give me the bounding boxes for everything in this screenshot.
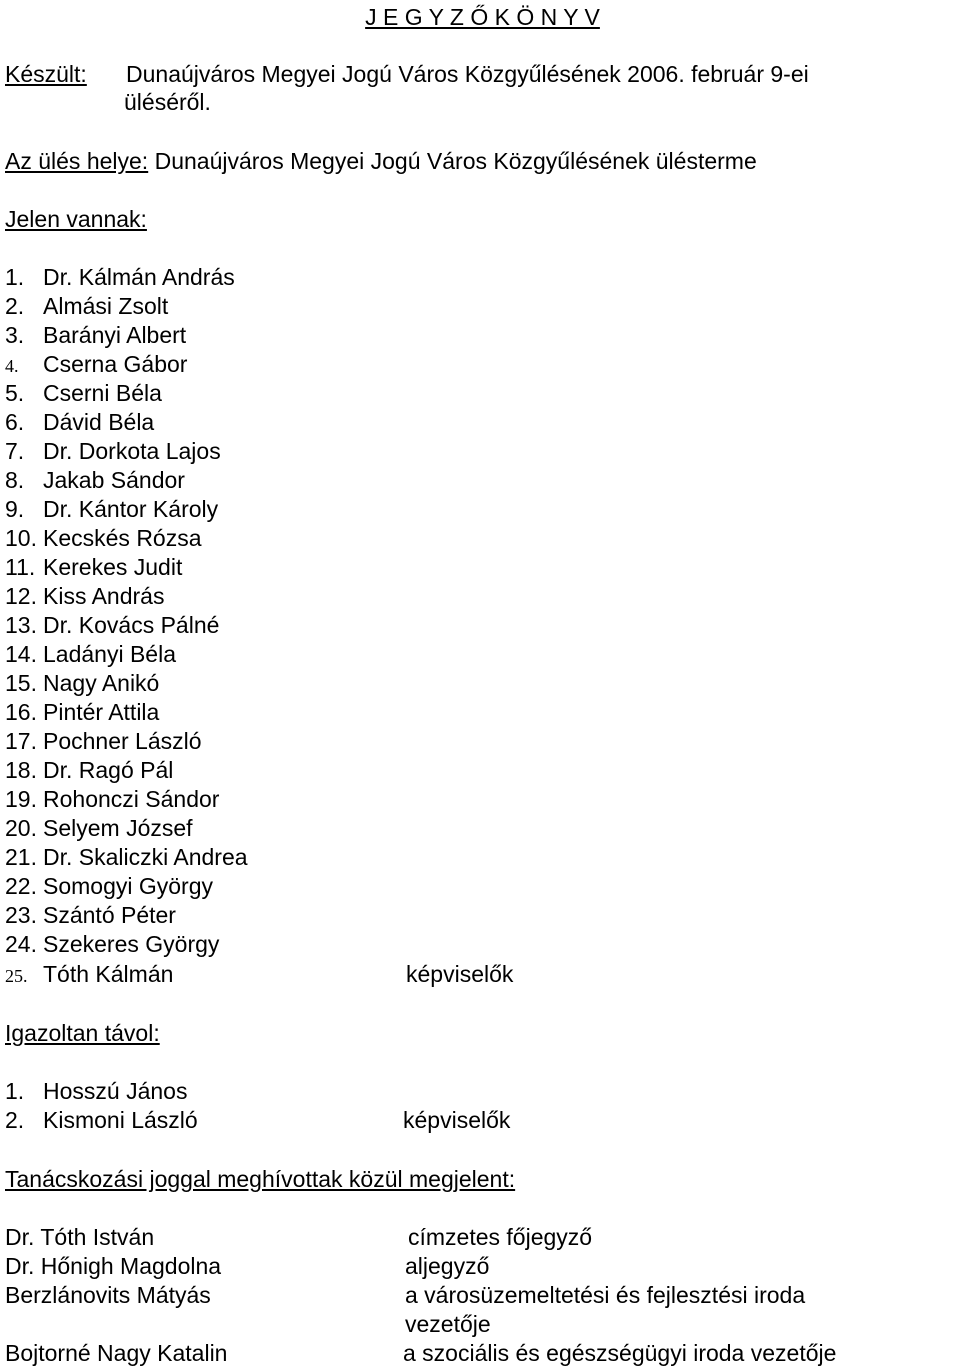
list-number: 7.	[5, 438, 25, 464]
advisory-role: a szociális és egészségügyi iroda vezetője	[403, 1340, 837, 1366]
list-item: Dr. Dorkota Lajos	[43, 438, 221, 464]
list-number: 11.	[5, 554, 36, 580]
list-item: Cserna Gábor	[43, 351, 188, 377]
place-value: Dunaújváros Megyei Jogú Város Közgyűlésének ülésterme	[148, 148, 757, 174]
list-number: 24.	[5, 931, 37, 957]
list-number: 2.	[5, 293, 25, 319]
list-item: Szekeres György	[43, 931, 220, 957]
list-item: Szántó Péter	[43, 902, 176, 928]
list-number: 19.	[5, 786, 37, 812]
list-item: Almási Zsolt	[43, 293, 169, 319]
list-number: 14.	[5, 641, 37, 667]
present-heading	[5, 205, 147, 233]
list-number: 1.	[5, 1078, 25, 1104]
list-number: 20.	[5, 815, 37, 841]
list-number: 10.	[5, 525, 37, 551]
list-number: 2.	[5, 1107, 25, 1133]
advisory-role-continued: vezetője	[405, 1311, 491, 1337]
list-number: 5.	[5, 380, 25, 406]
list-item: Kiss András	[43, 583, 165, 609]
advisory-name: Bojtorné Nagy Katalin	[5, 1340, 228, 1366]
list-item: Pintér Attila	[43, 699, 160, 725]
list-item: Dr. Kovács Pálné	[43, 612, 220, 638]
list-number: 4.	[5, 356, 19, 376]
made-label: Készült:	[5, 61, 87, 87]
advisory-role: a városüzemeltetési és fejlesztési iroda	[405, 1282, 806, 1308]
list-item: Cserni Béla	[43, 380, 162, 406]
list-item: Pochner László	[43, 728, 202, 754]
list-number: 25.	[5, 966, 28, 986]
advisory-role: címzetes főjegyző	[408, 1224, 593, 1250]
made-value-line1: Dunaújváros Megyei Jogú Város Közgyűlésének 2006. február 9-ei	[126, 61, 809, 87]
list-item: Dr. Skaliczki Andrea	[43, 844, 248, 870]
list-number: 22.	[5, 873, 37, 899]
list-number: 13.	[5, 612, 37, 638]
absent-label: Igazoltan távol:	[5, 1020, 160, 1046]
list-item: Rohonczi Sándor	[43, 786, 220, 812]
list-number: 17.	[5, 728, 37, 754]
advisory-label: Tanácskozási joggal meghívottak közül megjelent:	[5, 1166, 516, 1192]
list-item: Nagy Anikó	[43, 670, 160, 696]
list-item: Selyem József	[43, 815, 193, 841]
list-item: Jakab Sándor	[43, 467, 185, 493]
list-number: 1.	[5, 264, 25, 290]
list-number: 23.	[5, 902, 37, 928]
place-label: Az ülés helye:	[5, 148, 149, 174]
list-number: 8.	[5, 467, 25, 493]
list-item: Dr. Ragó Pál	[43, 757, 174, 783]
list-number: 12.	[5, 583, 37, 609]
list-item: Somogyi György	[43, 873, 214, 899]
present-label: Jelen vannak:	[5, 206, 147, 232]
made-line	[5, 60, 87, 88]
list-number: 16.	[5, 699, 37, 725]
list-number: 9.	[5, 496, 25, 522]
made-value-line2: üléséről.	[124, 89, 211, 115]
list-item: Dávid Béla	[43, 409, 155, 435]
list-number: 18.	[5, 757, 37, 783]
list-item: Hosszú János	[43, 1078, 188, 1104]
list-item: Dr. Kántor Károly	[43, 496, 219, 522]
absent-role: képviselők	[403, 1107, 511, 1133]
list-item: Kismoni László	[43, 1107, 198, 1133]
absent-heading	[5, 1019, 160, 1047]
place-line	[5, 147, 757, 175]
list-item: Barányi Albert	[43, 322, 187, 348]
list-number: 6.	[5, 409, 25, 435]
advisory-name: Berzlánovits Mátyás	[5, 1282, 211, 1308]
advisory-name: Dr. Hőnigh Magdolna	[5, 1253, 222, 1279]
advisory-name: Dr. Tóth István	[5, 1224, 155, 1250]
list-item: Dr. Kálmán András	[43, 264, 235, 290]
list-item: Kecskés Rózsa	[43, 525, 202, 551]
list-number: 21.	[5, 844, 37, 870]
advisory-role: aljegyző	[405, 1253, 490, 1279]
list-number: 3.	[5, 322, 25, 348]
document-title: J E G Y Z Ő K Ö N Y V	[365, 4, 600, 30]
list-item: Ladányi Béla	[43, 641, 176, 667]
present-role: képviselők	[406, 961, 514, 987]
advisory-heading	[5, 1165, 515, 1193]
list-item: Tóth Kálmán	[43, 961, 174, 987]
list-item: Kerekes Judit	[43, 554, 183, 580]
list-number: 15.	[5, 670, 37, 696]
